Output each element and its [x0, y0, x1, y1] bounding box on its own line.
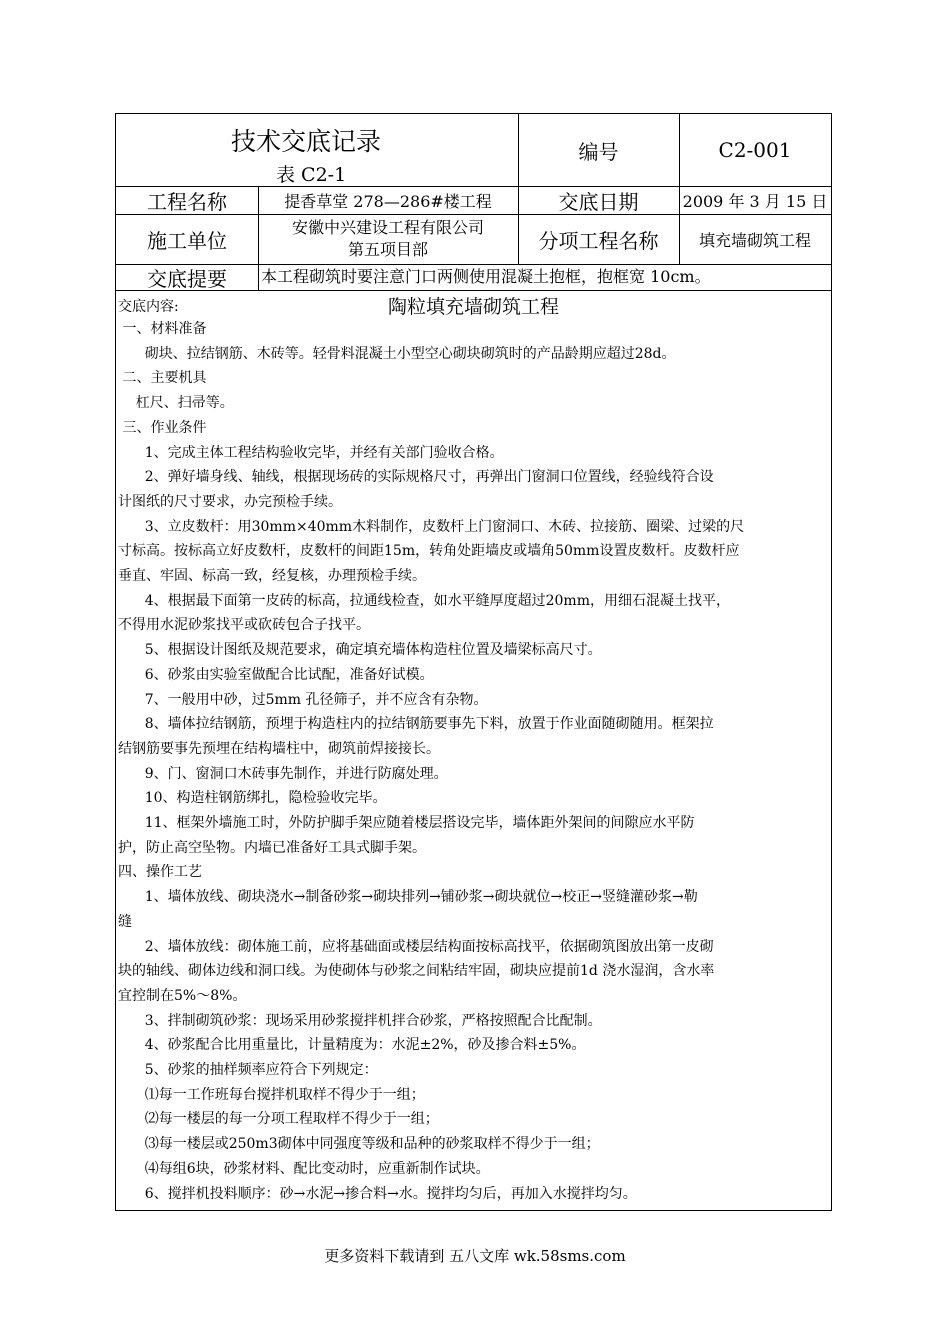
date-value: 2009 年 3 月 15 日	[682, 191, 828, 211]
form-number: 表 C2-1	[276, 164, 347, 186]
summary-value: 本工程砌筑时要注意门口两侧使用混凝土抱框，抱框宽 10cm。	[261, 267, 711, 286]
content-line: 垂直、牢固、标高一致，经复核，办理预检手续。	[118, 568, 426, 584]
content-line: ⑷每组6块，砂浆材料、配比变动时，应重新制作试块。	[118, 1160, 490, 1177]
title-cell	[116, 114, 518, 186]
content-line: 计图纸的尺寸要求，办完预检手续。	[118, 493, 342, 510]
content-area	[116, 290, 831, 1210]
content-line: 6、砂浆由实验室做配合比试配，准备好试模。	[118, 666, 434, 683]
content-line: ⑴每一工作班每台搅拌机取样不得少于一组；	[118, 1086, 425, 1103]
footer-note: 更多资料下载请到 五八文库 wk.58sms.com	[324, 1247, 626, 1265]
content-line: 11、框架外墙施工时，外防护脚手架应随着楼层搭设完毕，墙体距外架间的间隙应水平防	[118, 815, 695, 831]
content-heading: 陶粒填充墙砌筑工程	[388, 296, 560, 318]
content-line: 6、搅拌机投料顺序：砂→水泥→掺合料→水。搅拌均匀后，再加入水搅拌均匀。	[118, 1185, 637, 1202]
number-label: 编号	[578, 139, 619, 164]
content-line: 寸标高。按标高立好皮数杆，皮数杆的间距15m，转角处距墙皮或墙角50mm设置皮数杆。皮数杆应	[118, 543, 740, 560]
construction-unit-label: 施工单位	[147, 228, 227, 253]
content-line: 块的轴线、砌体边线和洞口线。为使砌体与砂浆之间粘结牢固，砌块应提前1d 浇水湿润，含水率	[118, 963, 715, 980]
sub-project-label: 分项工程名称	[538, 228, 659, 253]
content-line: 4、根据最下面第一皮砖的标高，拉通线检查，如水平缝厚度超过20mm，用细石混凝土找平，	[118, 592, 730, 609]
content-line: 8、墙体拉结钢筋，预埋于构造柱内的拉结钢筋要事先下料，放置于作业面随砌随用。框架拉	[118, 716, 714, 733]
content-line: 3、立皮数杆：用30mm×40mm木料制作，皮数杆上门窗洞口、木砖、拉接筋、圈梁、过梁的尺	[118, 518, 745, 535]
content-line: 10、构造柱钢筋绑扎，隐检验收完毕。	[118, 790, 387, 807]
content-line: 宜控制在5%～8%。	[118, 987, 247, 1004]
record-title: 技术交底记录	[231, 127, 382, 156]
content-line: 9、门、窗洞口木砖事先制作，并进行防腐处理。	[118, 765, 448, 782]
content-line: 缝	[118, 913, 132, 930]
content-line: 一、材料准备	[118, 321, 207, 337]
content-line: 不得用水泥砂浆找平或砍砖包合子找平。	[118, 617, 370, 634]
sub-project-value: 填充墙砌筑工程	[698, 230, 811, 250]
content-line: 4、砂浆配合比用重量比，计量精度为：水泥±2%，砂及掺合料±5%。	[118, 1037, 586, 1054]
content-line: 5、根据设计图纸及规范要求，确定填充墙体构造柱位置及墙梁标高尺寸。	[118, 642, 602, 659]
project-name-label: 工程名称	[147, 189, 227, 214]
content-line: 二、主要机具	[118, 370, 207, 387]
content-line: 结钢筋要事先预埋在结构墙柱中，砌筑前焊接接长。	[118, 740, 440, 757]
unit-line-2: 第五项目部	[347, 240, 428, 259]
project-name-value: 提香草堂 278—286#楼工程	[284, 191, 492, 211]
content-line: 四、操作工艺	[118, 864, 202, 881]
content-line: 7、一般用中砂，过5mm 孔径筛子，并不应含有杂物。	[118, 691, 488, 708]
content-line: ⑶每一楼层或250m3砌体中同强度等级和品种的砂浆取样不得少于一组；	[118, 1136, 600, 1153]
content-line: 杠尺、扫帚等。	[118, 395, 234, 412]
content-line: 护，防止高空坠物。内墙已准备好工具式脚手架。	[118, 839, 426, 856]
content-label: 交底内容:	[118, 299, 179, 315]
content-line: 砌块、拉结钢筋、木砖等。轻骨料混凝土小型空心砌块砌筑时的产品龄期应超过28d。	[118, 345, 676, 362]
disclosure-record-table	[115, 113, 832, 1211]
date-label: 交底日期	[558, 189, 639, 214]
content-line: 3、拌制砌筑砂浆：现场采用砂浆搅拌机拌合砂浆，严格按照配合比配制。	[118, 1012, 602, 1029]
unit-line-1: 安徽中兴建设工程有限公司	[291, 218, 484, 237]
construction-unit-value	[258, 214, 518, 264]
summary-label: 交底提要	[147, 266, 227, 291]
content-line: 2、墙体放线：砌体施工前，应将基础面或楼层结构面按标高找平，依据砌筑图放出第一皮砌	[118, 938, 714, 955]
content-line: 1、墙体放线、砌块浇水→制备砂浆→砌块排列→铺砂浆→砌块就位→校正→竖缝灌砂浆→勒	[118, 889, 698, 906]
content-line: ⑵每一楼层的每一分项工程取样不得少于一组；	[118, 1111, 439, 1128]
number-value: C2-001	[718, 138, 792, 162]
content-line: 1、完成主体工程结构验收完毕，并经有关部门验收合格。	[118, 444, 504, 461]
content-line: 三、作业条件	[118, 419, 207, 436]
content-line: 5、砂浆的抽样频率应符合下列规定：	[118, 1062, 378, 1078]
content-line: 2、弹好墙身线、轴线，根据现场砖的实际规格尺寸，再弹出门窗洞口位置线，经验线符合设	[118, 469, 714, 486]
